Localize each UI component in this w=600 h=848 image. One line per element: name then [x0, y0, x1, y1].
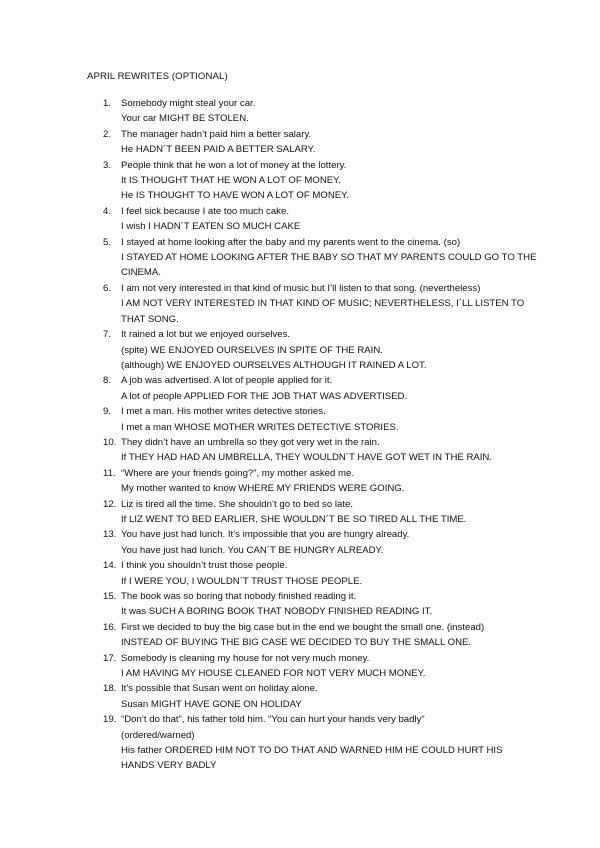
item-prompt: I feel sick because I ate too much cake. — [121, 205, 289, 217]
item-answer-line: I met a man WHOSE MOTHER WRITES DETECTIVE STORIES. — [121, 421, 399, 433]
item-number: 11. — [103, 467, 116, 479]
item-answer-line: Your car MIGHT BE STOLEN. — [121, 113, 249, 125]
item-number: 7. — [103, 329, 112, 341]
item-prompt: A job was advertised. A lot of people applied for it. — [121, 375, 333, 387]
item-answer-line: I wish I HADN´T EATEN SO MUCH CAKE — [121, 221, 301, 233]
item-prompt: You have just had lunch. It’s impossible that you are hungry already. — [121, 529, 410, 541]
item-prompt: “Don’t do that”, his father told him. “You can hurt your hands very badly” — [121, 714, 425, 726]
item-number: 15. — [103, 591, 117, 602]
item-prompt: Somebody might steal your car. — [121, 98, 256, 109]
item-answer-line: He IS THOUGHT TO HAVE WON A LOT OF MONEY. — [121, 190, 349, 202]
item-answer-line: I AM NOT VERY INTERESTED IN THAT KIND OF MUSIC; NEVERTHELESS, I´LL LISTEN TO — [121, 298, 525, 310]
item-answer-line: A lot of people APPLIED FOR THE JOB THAT WAS ADVERTISED. — [121, 390, 408, 402]
item-number: 3. — [103, 159, 112, 171]
item-prompt: It rained a lot but we enjoyed ourselves. — [121, 329, 291, 341]
item-answer-line: THAT SONG. — [121, 313, 179, 325]
list-item — [103, 127, 523, 158]
list-item — [103, 651, 523, 682]
list-item — [103, 281, 523, 327]
item-answer-line: (although) WE ENJOYED OURSELVES ALTHOUGH IT RAINED A LOT. — [121, 359, 427, 371]
item-number: 14. — [103, 560, 117, 572]
item-answer-line: He HADN´T BEEN PAID A BETTER SALARY. — [121, 144, 316, 156]
list-item — [103, 235, 537, 281]
item-number: 4. — [103, 205, 112, 217]
item-prompt: The book was so boring that nobody finished reading it. — [121, 591, 357, 602]
item-prompt: They didn’t have an umbrella so they got very wet in the rain. — [121, 436, 380, 448]
item-number: 5. — [103, 236, 112, 248]
list-item — [103, 497, 523, 528]
item-prompt: I stayed at home looking after the baby and my parents went to the cinema. (so) — [121, 236, 461, 248]
item-prompt: Somebody is cleaning my house for not very much money. — [121, 652, 370, 664]
item-prompt: “Where are your friends going?”, my mother asked me. — [121, 467, 355, 479]
list-item — [103, 404, 523, 435]
item-prompt: It’s possible that Susan went on holiday alone. — [121, 683, 318, 695]
item-number: 12. — [103, 498, 117, 510]
list-item — [103, 558, 523, 589]
item-number: 19. — [103, 714, 117, 726]
list-item — [103, 527, 523, 558]
list-item — [103, 435, 523, 466]
item-answer-line: Susan MIGHT HAVE GONE ON HOLIDAY — [121, 698, 302, 710]
list-item — [103, 327, 523, 373]
item-answer-line: I AM HAVING MY HOUSE CLEANED FOR NOT VERY MUCH MONEY. — [121, 668, 426, 680]
item-prompt: First we decided to buy the big case but in the end we bought the small one. (instead) — [121, 621, 485, 633]
item-answer-line: HANDS VERY BADLY — [121, 760, 217, 772]
item-number: 10. — [103, 436, 117, 448]
item-prompt: People think that he won a lot of money at the lottery. — [121, 159, 347, 171]
list-item — [103, 158, 523, 204]
item-answer-line: (ordered/warned) — [121, 729, 195, 741]
item-prompt: I met a man. His mother writes detective stories. — [121, 406, 326, 418]
item-number: 9. — [103, 406, 112, 418]
rewrite-list — [103, 96, 537, 774]
item-number: 17. — [103, 652, 117, 664]
item-prompt: I think you shouldn’t trust those people. — [121, 560, 288, 572]
item-answer-line: His father ORDERED HIM NOT TO DO THAT AND WARNED HIM HE COULD HURT HIS — [121, 745, 503, 757]
item-answer-line: It IS THOUGHT THAT HE WON A LOT OF MONEY. — [121, 175, 341, 187]
document-title: APRIL REWRITES (OPTIONAL) — [87, 71, 228, 82]
item-prompt: The manager hadn’t paid him a better salary. — [121, 128, 312, 140]
list-item — [103, 589, 523, 620]
item-number: 1. — [103, 98, 112, 109]
item-number: 13. — [103, 529, 117, 541]
item-prompt: I am not very interested in that kind of music but I’ll listen to that song. (nevertheless) — [121, 282, 481, 294]
item-number: 8. — [103, 375, 112, 387]
list-item — [103, 204, 523, 235]
item-answer-line: If THEY HAD HAD AN UMBRELLA, THEY WOULDN´T HAVE GOT WET IN THE RAIN. — [121, 452, 493, 464]
list-item — [103, 681, 523, 712]
item-answer-line: You have just had lunch. You CAN´T BE HUNGRY ALREADY. — [121, 544, 384, 556]
list-item — [103, 373, 523, 404]
list-item — [103, 620, 523, 651]
item-answer-line: I STAYED AT HOME LOOKING AFTER THE BABY SO THAT MY PARENTS COULD GO TO THE — [121, 252, 537, 264]
item-number: 2. — [103, 128, 112, 140]
item-number: 16. — [103, 621, 117, 633]
item-answer-line: My mother wanted to know WHERE MY FRIENDS WERE GOING. — [121, 483, 405, 495]
item-prompt: Liz is tired all the time. She shouldn’t go to bed so late. — [121, 498, 353, 510]
item-answer-line: If LIZ WENT TO BED EARLIER, SHE WOULDN´T BE SO TIRED ALL THE TIME. — [121, 513, 467, 525]
list-item — [103, 712, 523, 774]
item-answer-line: It was SUCH A BORING BOOK THAT NOBODY FINISHED READING IT. — [121, 606, 433, 618]
list-item — [103, 466, 523, 497]
item-answer-line: If I WERE YOU, I WOULDN´T TRUST THOSE PEOPLE. — [121, 575, 363, 587]
list-item — [103, 96, 523, 127]
item-number: 18. — [103, 683, 117, 695]
item-answer-line: CINEMA. — [121, 267, 161, 279]
item-answer-line: (spite) WE ENJOYED OURSELVES IN SPITE OF THE RAIN. — [121, 344, 383, 356]
item-number: 6. — [103, 282, 112, 294]
item-answer-line: INSTEAD OF BUYING THE BIG CASE WE DECIDED TO BUY THE SMALL ONE. — [121, 637, 472, 649]
